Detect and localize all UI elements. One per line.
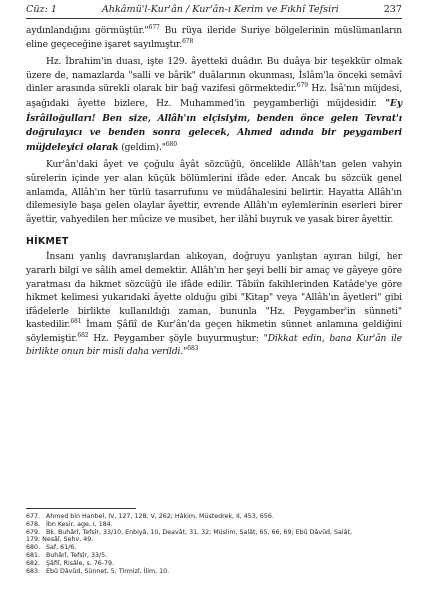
footnote-item bbox=[26, 568, 402, 576]
footnote-ref-677[interactable]: 677 bbox=[148, 23, 160, 31]
footnote-number: 679. bbox=[26, 528, 41, 536]
footnote-text: İbn Kesir, age, I, 184. bbox=[46, 520, 113, 528]
header-book-title: Ahkâmü'l-Kur'ân / Kur'ân-ı Kerim ve Fıkhî Tefsiri bbox=[101, 4, 339, 15]
paragraph-2 bbox=[26, 56, 402, 155]
header-juz: Cüz: 1 bbox=[26, 4, 57, 15]
paragraph-2-text-c: (geldim)." bbox=[118, 142, 166, 153]
paragraph-4-text-b: İmam Şâfiî de Kur'ân'da geçen hikmetin sünnet anlamına geldiğini söylemiştir. bbox=[26, 320, 402, 344]
paragraph-4-text-c: Hz. Peygamber şöyle buyurmuştur: bbox=[88, 333, 264, 344]
footnote-ref-683[interactable]: 683 bbox=[187, 345, 199, 353]
footnote-number: 678. bbox=[26, 520, 41, 528]
paragraph-1-text-a: aydınlandığını görmüştür." bbox=[26, 26, 149, 36]
footnote-text: Ahmed bin Hanbel, IV, 127, 128, V, 262; Hâkim, Müstedrek, II, 453, 656. bbox=[46, 513, 274, 520]
page-number: 237 bbox=[383, 4, 402, 15]
footnote-text: Ebû Dâvûd, Sünnet, 5; Tirmizî, İlim, 10. bbox=[46, 567, 170, 575]
footnotes-section bbox=[26, 508, 402, 575]
footnote-number: 677. bbox=[26, 513, 41, 520]
footnote-item bbox=[26, 544, 402, 552]
footnote-ref-682[interactable]: 682 bbox=[77, 331, 89, 339]
paragraph-2-text-b: Hz. İsâ'nın müjdesi, aşağıdaki âyette bizlere, Hz. Muhammed'in peygamberliği müjdesidir. bbox=[26, 84, 402, 109]
paragraph-1 bbox=[26, 25, 402, 52]
footnote-text: Şâfiî, Risâle, s. 76-79. bbox=[46, 559, 115, 567]
footnote-ref-678[interactable]: 678 bbox=[182, 37, 194, 45]
footnote-divider bbox=[26, 508, 136, 509]
quran-quote: "Ey İsrâiloğulları! Ben size, Allâh'ın elçisiyim, benden önce gelen Tevrat'ı doğrulayıcı ve benden sonra gelecek, Ahmed adında bir peygamberi müjdeleyici olarak bbox=[26, 97, 402, 153]
footnote-item bbox=[26, 560, 402, 568]
footnote-number: 680. bbox=[26, 544, 41, 552]
footnote-ref-680[interactable]: 680 bbox=[165, 140, 177, 148]
footnote-ref-681[interactable]: 681 bbox=[70, 318, 82, 326]
footnote-continuation: 179; Nesâî, Sehv, 49. bbox=[26, 536, 94, 544]
footnote-item bbox=[26, 513, 402, 521]
footnote-item bbox=[26, 552, 402, 560]
footnote-number: 683. bbox=[26, 567, 41, 575]
footnote-item bbox=[26, 521, 402, 529]
paragraph-2-text-a: Hz. İbrahim'in duası, işte 129. âyetteki duâdır. Bu duâya bir teşekkür olmak üzere de, namazlarda "salli ve bârik" duâlarının okunması, İslâm'la önceki semâvî dinler arasında sürekli olarak bir bağ vazifesi görmektedir. bbox=[26, 57, 402, 95]
running-header bbox=[26, 4, 402, 19]
paragraph-4-text-a: İnsanı yanlış davranışlardan alıkoyan, doğruyu yanlıştan ayıran bilgi, her yararlı bilgi ve sâlih amel demektir. Allâh'ın her şeyi belli bir amaç ve gâyeye göre yaratması da hikmet sözcüğü ile ifâde edilir. Tâbiîn fakihlerinden Katâde'ye göre hikmet kelimesi yukarıdaki âyette olduğu gibi "Kitap" veya "Allâh'ın âyetleri" gibi ifâdelerle birlikte kullanıldığı zaman, bununla "Hz. Peygamber'in sünneti" kastedilir. bbox=[26, 252, 402, 331]
paragraph-4 bbox=[26, 251, 402, 360]
footnote-number: 681. bbox=[26, 551, 41, 559]
paragraph-3: Kur'ân'daki âyet ve çoğulu âyât sözcüğü, öncelikle Allâh'tan gelen vahyin sûrelerin içinde yer alan küçük bölümlerini ifâde eder. Ancak bu sözcük genel anlamda, Allâh'ın her türlü tasarrufunu ve müdâhalesini belirtir. Hayatta Allâh'ın dilemesiyle başa gelen olaylar âyettir, evrende Allâh'ın eylemlerinin eserleri birer âyettir, vahyedilen her mûcize ve musibet, her ilâhî buyruk ve yasak birer âyettir. bbox=[26, 160, 402, 225]
section-heading-hikmet: HİKMET bbox=[26, 236, 69, 248]
footnote-number: 682. bbox=[26, 559, 41, 567]
paragraph-1-text-b: Bu rüya ileride Suriye bölgelerinin müslümanların eline geçeceğine işaret sayılmıştır. bbox=[26, 26, 402, 50]
footnote-text: Buhârî, Tefsîr, 33/5. bbox=[46, 551, 108, 559]
hadith-quote: "Dikkat edin, bana Kur'ân ile birlikte onun bir misli daha verildi." bbox=[26, 333, 403, 358]
footnote-text: Saf, 61/6. bbox=[46, 544, 77, 552]
footnote-ref-679[interactable]: 679 bbox=[296, 82, 308, 90]
footnote-text: Bk. Buhârî, Tefsîr, 33/10, Enbiyâ, 10, Deavât, 31, 32; Müslim, Salât, 65, 66, 69; Ebû Dâvûd, Salât, bbox=[46, 528, 352, 536]
